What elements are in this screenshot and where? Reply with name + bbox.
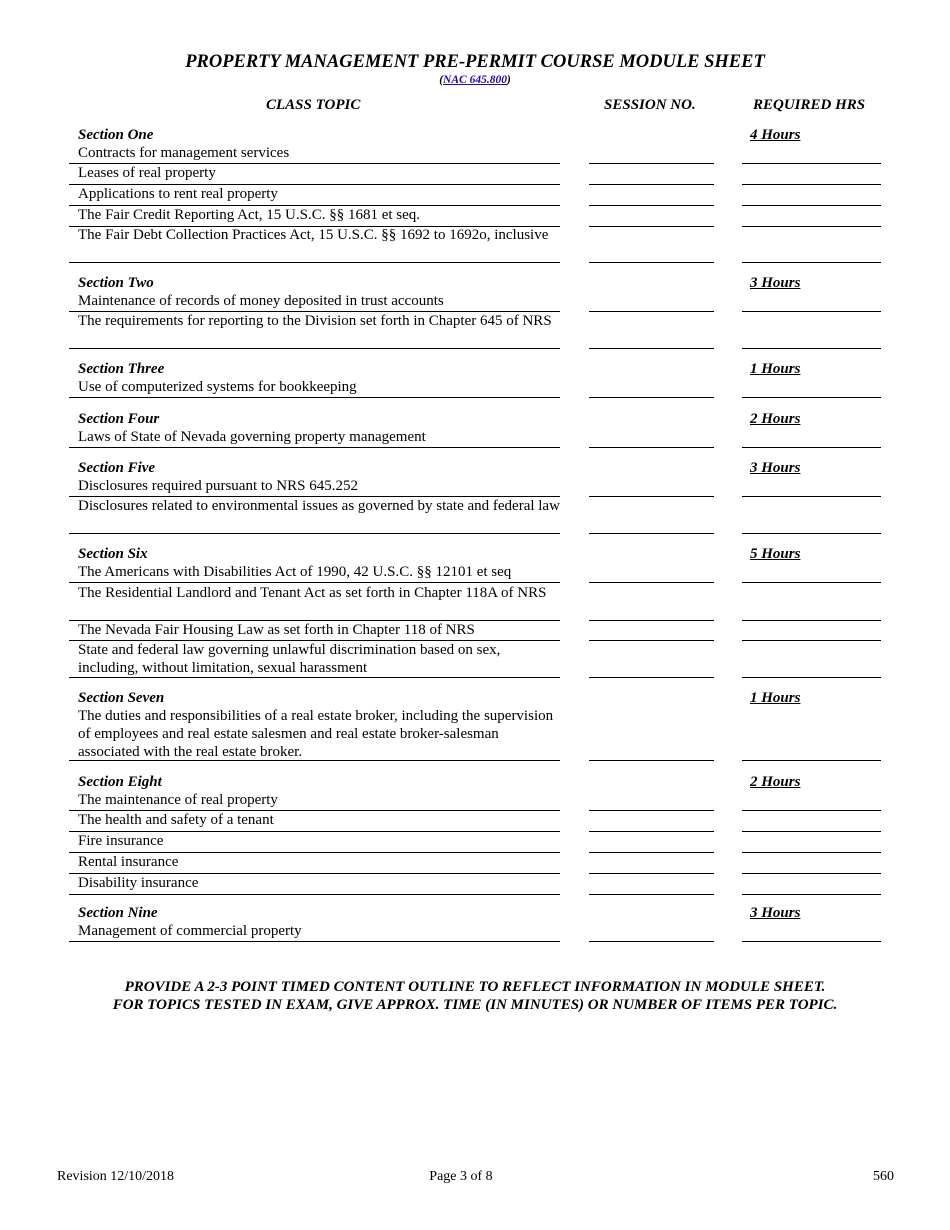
required-hours-field[interactable] — [742, 621, 881, 641]
section-title: Section Four — [78, 411, 160, 427]
topic-text: Rental insurance — [78, 854, 179, 870]
required-hours-field[interactable] — [742, 545, 881, 583]
topic-text: The Americans with Disabilities Act of 1990, 42 U.S.C. §§ 12101 et seq — [78, 564, 512, 580]
topic-text: The Fair Debt Collection Practices Act, 15 U.S.C. §§ 1692 to 1692o, inclusive — [78, 227, 549, 243]
section-title: Section One — [78, 127, 154, 143]
topic-text: Laws of State of Nevada governing property management — [78, 429, 426, 445]
nac-link[interactable]: NAC 645.800 — [443, 74, 507, 86]
topic-text: Use of computerized systems for bookkeeping — [78, 379, 357, 395]
class-topic-cell — [69, 126, 560, 164]
page-title: PROPERTY MANAGEMENT PRE-PERMIT COURSE MODULE SHEET — [185, 52, 765, 72]
topic-text: Contracts for management services — [78, 145, 290, 161]
class-topic-cell — [69, 274, 560, 312]
section-title: Section Seven — [78, 690, 165, 706]
class-topic-cell — [69, 773, 560, 811]
topic-text: The health and safety of a tenant — [78, 812, 274, 828]
required-hours-field[interactable] — [742, 832, 881, 853]
required-hours-value: 2 Hours — [750, 411, 801, 427]
session-no-field[interactable] — [589, 545, 714, 583]
required-hours-value: 5 Hours — [750, 546, 801, 562]
class-topic-cell — [69, 459, 560, 497]
session-no-field[interactable] — [589, 853, 714, 874]
session-no-field[interactable] — [589, 360, 714, 398]
column-header-topic: CLASS TOPIC — [266, 97, 361, 113]
session-no-field[interactable] — [589, 621, 714, 641]
class-topic-cell — [69, 206, 560, 227]
session-no-field[interactable] — [589, 226, 714, 263]
footer-revision: Revision 12/10/2018 — [57, 1169, 175, 1184]
required-hours-field[interactable] — [742, 874, 881, 895]
session-no-field[interactable] — [589, 185, 714, 206]
required-hours-field[interactable] — [742, 459, 881, 497]
topic-text: The duties and responsibilities of a real estate broker, including the supervision of employees and real estate salesmen and real estate broker-salesman associated with the real estate broker. — [78, 708, 554, 760]
section-title: Section Eight — [78, 774, 162, 790]
required-hours-field[interactable] — [742, 641, 881, 678]
topic-text: Maintenance of records of money deposited in trust accounts — [78, 293, 444, 309]
required-hours-field[interactable] — [742, 185, 881, 206]
class-topic-cell — [69, 410, 560, 448]
reference-open: ( — [439, 74, 444, 86]
topic-text: The Nevada Fair Housing Law as set forth in Chapter 118 of NRS — [78, 622, 475, 638]
session-no-field[interactable] — [589, 312, 714, 349]
topic-text: Disability insurance — [78, 875, 199, 891]
required-hours-field[interactable] — [742, 773, 881, 811]
instructions-note — [0, 978, 950, 1014]
required-hours-field[interactable] — [742, 497, 881, 534]
class-topic-cell — [69, 164, 560, 185]
topic-text: Leases of real property — [78, 165, 216, 181]
class-topic-cell — [69, 584, 560, 621]
class-topic-cell — [69, 621, 560, 641]
column-header-hours: REQUIRED HRS — [753, 97, 866, 113]
class-topic-cell — [69, 185, 560, 206]
session-no-field[interactable] — [589, 410, 714, 448]
session-no-field[interactable] — [589, 689, 714, 761]
class-topic-cell — [69, 360, 560, 398]
required-hours-field[interactable] — [742, 274, 881, 312]
required-hours-value: 4 Hours — [750, 127, 801, 143]
class-topic-cell — [69, 689, 560, 761]
required-hours-value: 3 Hours — [750, 275, 801, 291]
session-no-field[interactable] — [589, 874, 714, 895]
session-no-field[interactable] — [589, 274, 714, 312]
topic-text: Applications to rent real property — [78, 186, 278, 202]
instructions-line-2: FOR TOPICS TESTED IN EXAM, GIVE APPROX. TIME (IN MINUTES) OR NUMBER OF ITEMS PER TOPIC. — [112, 997, 838, 1013]
class-topic-cell — [69, 545, 560, 583]
section-title: Section Two — [78, 275, 154, 291]
topic-text: The requirements for reporting to the Division set forth in Chapter 645 of NRS — [78, 313, 552, 329]
topic-text: Management of commercial property — [78, 923, 302, 939]
required-hours-value: 1 Hours — [750, 361, 801, 377]
section-title: Section Five — [78, 460, 156, 476]
required-hours-value: 3 Hours — [750, 460, 801, 476]
class-topic-cell — [69, 904, 560, 942]
required-hours-value: 1 Hours — [750, 690, 801, 706]
required-hours-field[interactable] — [742, 689, 881, 761]
required-hours-field[interactable] — [742, 226, 881, 263]
topic-text: The maintenance of real property — [78, 792, 278, 808]
session-no-field[interactable] — [589, 904, 714, 942]
footer-page-number: Page 3 of 8 — [429, 1169, 493, 1184]
topic-text: Disclosures related to environmental issues as governed by state and federal law — [78, 498, 560, 514]
class-topic-cell — [69, 226, 560, 263]
session-no-field[interactable] — [589, 773, 714, 811]
required-hours-field[interactable] — [742, 206, 881, 227]
required-hours-field[interactable] — [742, 811, 881, 832]
required-hours-field[interactable] — [742, 360, 881, 398]
class-topic-cell — [69, 497, 560, 534]
session-no-field[interactable] — [589, 206, 714, 227]
footer-code: 560 — [873, 1169, 894, 1184]
topic-text: The Residential Landlord and Tenant Act as set forth in Chapter 118A of NRS — [78, 585, 547, 601]
topic-text: Fire insurance — [78, 833, 164, 849]
class-topic-cell — [69, 853, 560, 874]
required-hours-value: 3 Hours — [750, 905, 801, 921]
class-topic-cell — [69, 312, 560, 349]
class-topic-cell — [69, 811, 560, 832]
required-hours-field[interactable] — [742, 312, 881, 349]
session-no-field[interactable] — [589, 641, 714, 678]
class-topic-cell — [69, 832, 560, 853]
reference-close: ) — [506, 74, 511, 86]
required-hours-field[interactable] — [742, 164, 881, 185]
section-title: Section Three — [78, 361, 165, 377]
session-no-field[interactable] — [589, 584, 714, 621]
topic-text: Disclosures required pursuant to NRS 645.252 — [78, 478, 358, 494]
topic-text: The Fair Credit Reporting Act, 15 U.S.C. §§ 1681 et seq. — [78, 207, 421, 223]
session-no-field[interactable] — [589, 811, 714, 832]
instructions-line-1: PROVIDE A 2-3 POINT TIMED CONTENT OUTLINE TO REFLECT INFORMATION IN MODULE SHEET. — [124, 979, 826, 995]
required-hours-field[interactable] — [742, 126, 881, 164]
session-no-field[interactable] — [589, 126, 714, 164]
section-title: Section Six — [78, 546, 148, 562]
required-hours-field[interactable] — [742, 904, 881, 942]
topic-text: State and federal law governing unlawful discrimination based on sex, including, without limitation, sexual harassment — [78, 642, 501, 676]
column-header-session: SESSION NO. — [604, 97, 696, 113]
class-topic-cell — [69, 641, 560, 678]
session-no-field[interactable] — [589, 164, 714, 185]
session-no-field[interactable] — [589, 832, 714, 853]
session-no-field[interactable] — [589, 497, 714, 534]
session-no-field[interactable] — [589, 459, 714, 497]
required-hours-field[interactable] — [742, 584, 881, 621]
required-hours-field[interactable] — [742, 410, 881, 448]
section-title: Section Nine — [78, 905, 158, 921]
required-hours-field[interactable] — [742, 853, 881, 874]
class-topic-cell — [69, 874, 560, 895]
required-hours-value: 2 Hours — [750, 774, 801, 790]
